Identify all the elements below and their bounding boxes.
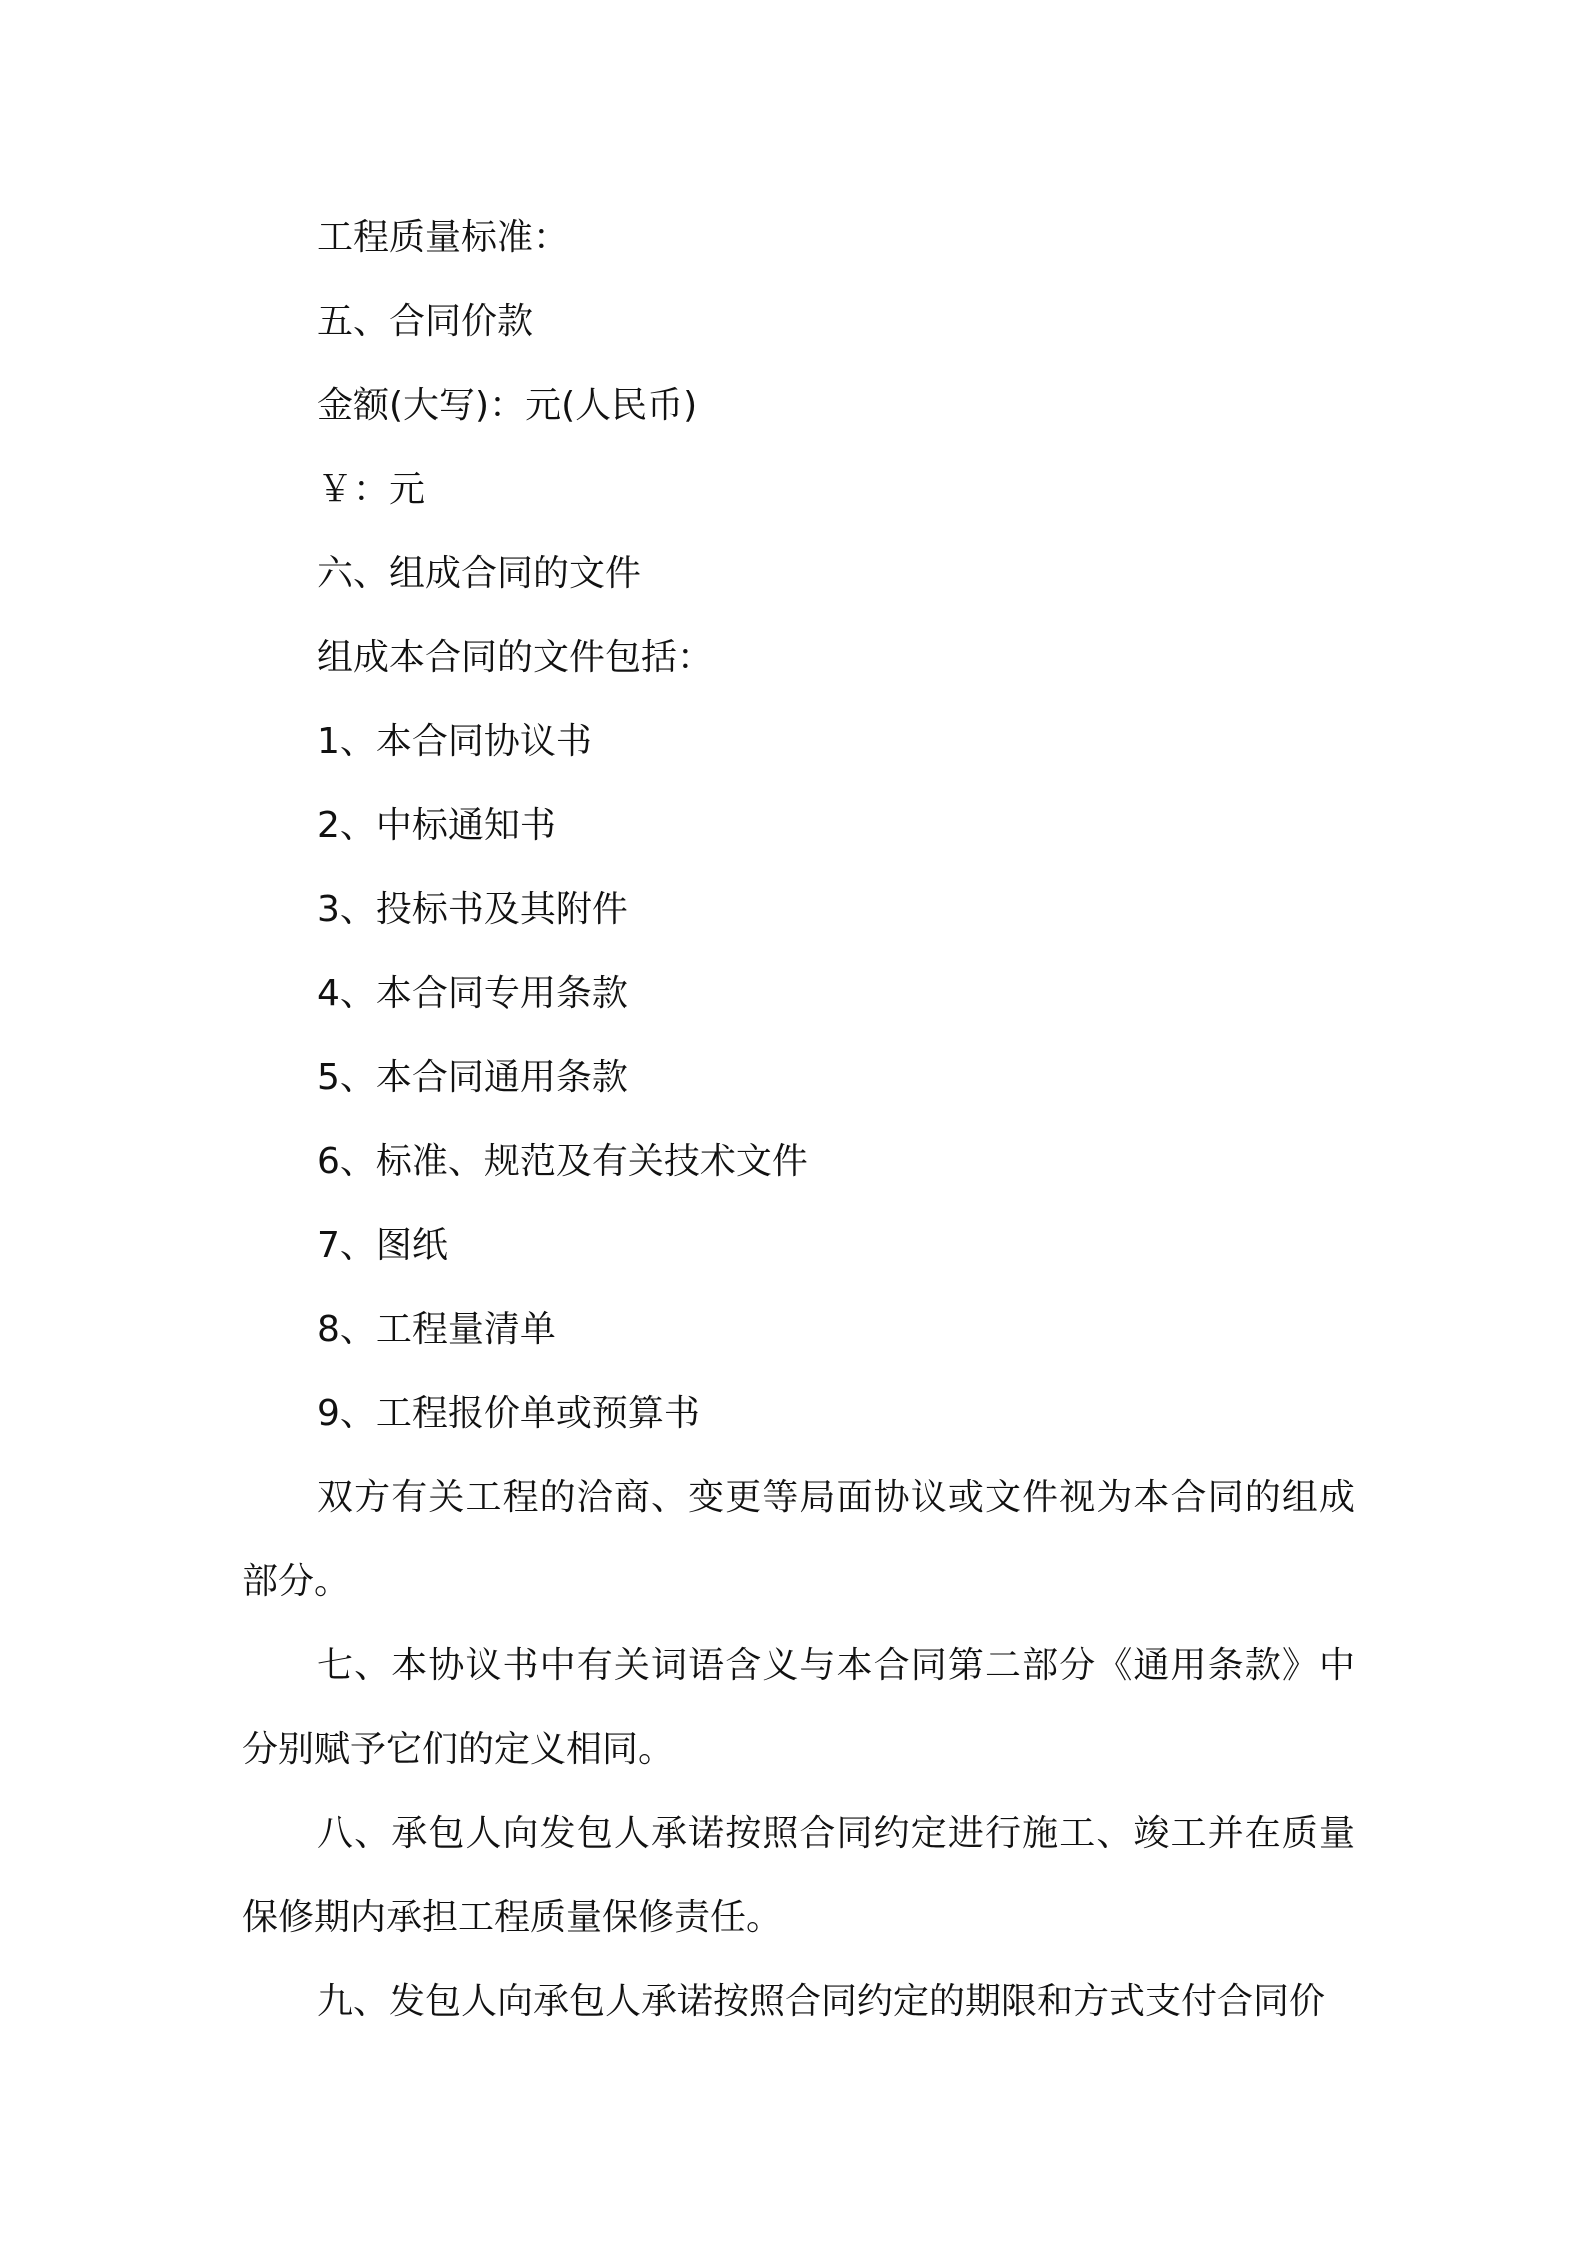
section-five-heading: 五、合同价款 — [317, 301, 534, 342]
document-list-item: 1、本合同协议书 — [317, 721, 592, 762]
quality-standard-line: 工程质量标准： — [317, 217, 570, 258]
negotiation-paragraph: 双方有关工程的洽商、变更等局面协议或文件视为本合同的组成部分。 — [242, 1477, 1355, 1602]
document-list-item: 8、工程量清单 — [317, 1309, 556, 1350]
document-list-item: 2、中标通知书 — [317, 805, 556, 846]
documents-intro-line: 组成本合同的文件包括： — [317, 637, 714, 678]
document-list-item: 3、投标书及其附件 — [317, 889, 628, 930]
section-nine-paragraph: 九、发包人向承包人承诺按照合同约定的期限和方式支付合同价 — [317, 1981, 1326, 2022]
document-list-item: 7、图纸 — [317, 1225, 448, 1266]
section-eight-paragraph: 八、承包人向发包人承诺按照合同约定进行施工、竣工并在质量保修期内承担工程质量保修责任。 — [242, 1813, 1355, 1938]
amount-numeric-line: ￥：元 — [317, 469, 426, 510]
document-list-item: 9、工程报价单或预算书 — [317, 1393, 700, 1434]
document-list-item: 6、标准、规范及有关技术文件 — [317, 1141, 808, 1182]
section-six-heading: 六、组成合同的文件 — [317, 553, 642, 594]
document-list-item: 5、本合同通用条款 — [317, 1057, 628, 1098]
section-seven-paragraph: 七、本协议书中有关词语含义与本合同第二部分《通用条款》中分别赋予它们的定义相同。 — [242, 1645, 1355, 1770]
amount-uppercase-line: 金额(大写)：元(人民币) — [317, 385, 698, 426]
document-list-item: 4、本合同专用条款 — [317, 973, 628, 1014]
document-body — [242, 196, 1355, 2044]
